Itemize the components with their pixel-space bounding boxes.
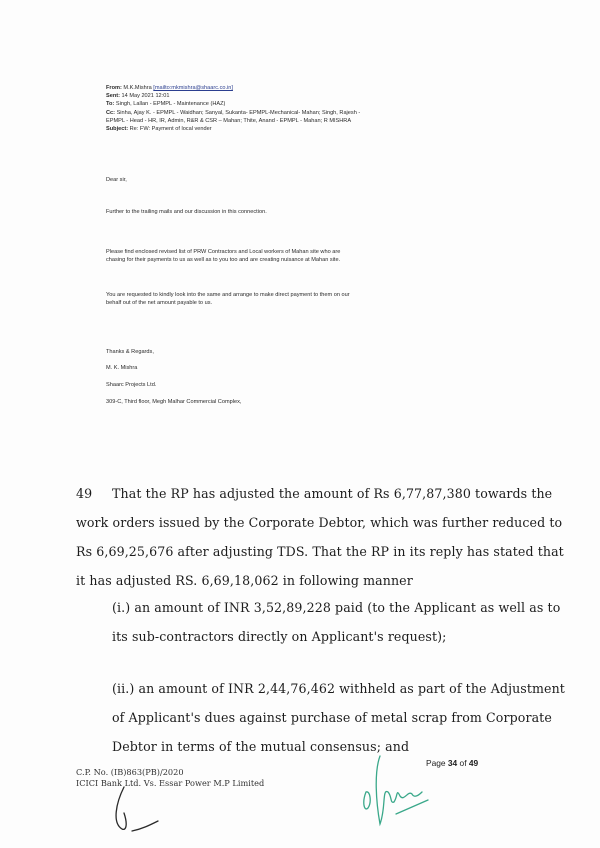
item-2-line-1: (ii.) an amount of INR 2,44,76,462 withheld as part of the Adjustment	[112, 681, 565, 696]
signature-green-icon	[356, 752, 436, 828]
email-closing: Thanks & Regards,	[106, 349, 154, 355]
email-subject: Subject: Re: FW: Payment of local vender	[106, 126, 212, 133]
signature-black-icon	[110, 785, 180, 835]
paragraph-number: 49	[76, 486, 93, 501]
para-line-3: Rs 6,69,25,676 after adjusting TDS. That the RP in its reply has stated that	[76, 544, 564, 559]
item-2-line-3: Debtor in terms of the mutual consensus; and	[112, 739, 410, 754]
email-cc: Cc: Sinha, Ajay K. - EPMPL - Waidhan; Sanyal, Sukanta- EPMPL-Mechanical- Mahan; Singh, Rajesh -	[106, 109, 361, 116]
email-link[interactable]: [mailto:mkmishra@shaarc.co.in]	[153, 85, 233, 91]
email-sign-company: Shaarc Projects Ltd.	[106, 382, 157, 388]
email-cc-cont: EPMPL - Head - HR, IR, Admin, R&R & CSR – Mahan; Thite, Anand - EPMPL - Mahan; R MISHRA	[106, 117, 352, 124]
case-number: C.P. No. (IB)863(PB)/2020	[76, 767, 184, 777]
para-line-2: work orders issued by the Corporate Debtor, which was further reduced to	[76, 515, 563, 530]
email-greeting: Dear sir,	[106, 177, 127, 183]
page-number: Page 34 of 49	[426, 758, 479, 768]
email-para-1: Further to the trailing mails and our discussion in this connection.	[106, 209, 267, 215]
para-line-4: it has adjusted RS. 6,69,18,062 in following manner	[76, 573, 413, 588]
email-to: To: Singh, Lallan - EPMPL - Maintenance (HAZ)	[106, 101, 226, 108]
item-2-line-2: of Applicant's dues against purchase of metal scrap from Corporate	[112, 710, 552, 725]
para-line-1: That the RP has adjusted the amount of Rs 6,77,87,380 towards the	[112, 486, 553, 501]
email-para-3: You are requested to kindly look into the same and arrange to make direct payment to them on our behalf out of the net amount payable to us.	[106, 292, 350, 307]
email-sent: Sent: 14 May 2021 12:01	[106, 93, 170, 100]
email-para-2: Please find enclosed revised list of PRW Contractors and Local workers of Mahan site who are chasing for their payments to us as well as to you too and are creating nuisance at Mahan site.	[106, 249, 341, 264]
embedded-email	[106, 84, 486, 405]
item-1-line-1: (i.) an amount of INR 3,52,89,228 paid (to the Applicant as well as to	[112, 600, 561, 615]
case-title: ICICI Bank Ltd. Vs. Essar Power M.P Limited	[76, 778, 265, 788]
item-1-line-2: its sub-contractors directly on Applicant's request);	[112, 629, 447, 644]
email-sign-name: M. K. Mishra	[106, 365, 138, 371]
email-from: From: M.K.Mishra [mailto:mkmishra@shaarc.co.in]	[106, 85, 233, 91]
email-sign-address: 309-C, Third floor, Megh Malhar Commercial Complex,	[106, 399, 242, 405]
